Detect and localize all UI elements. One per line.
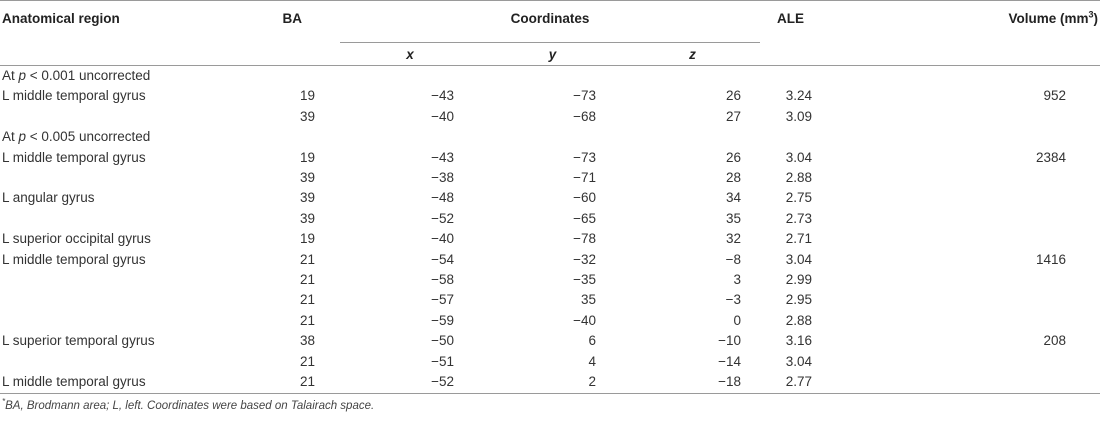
cell-ba: 21 — [299, 292, 315, 308]
cell-region — [0, 290, 260, 310]
table-body — [0, 66, 1100, 394]
cell-ba: 39 — [299, 210, 315, 226]
cell-x: −51 — [431, 353, 454, 369]
cell-y: −40 — [573, 312, 596, 328]
cell-ba: 21 — [299, 312, 315, 328]
cell-ba: 38 — [299, 333, 315, 349]
cell-z: 27 — [725, 108, 742, 124]
cell-ba: 39 — [299, 108, 315, 124]
cell-ale: 3.04 — [785, 353, 813, 369]
cell-z: −8 — [725, 251, 742, 267]
cell-x: −52 — [431, 210, 454, 226]
cell-x: −54 — [431, 251, 454, 267]
cell-region: L middle temporal gyrus — [2, 374, 146, 390]
section-label-suffix: < 0.005 uncorrected — [26, 129, 151, 145]
header-coordinates — [340, 1, 760, 44]
cell-volume: 952 — [1043, 88, 1067, 104]
cell-region: L middle temporal gyrus — [2, 88, 146, 104]
cell-y: −32 — [573, 251, 596, 267]
header-blank — [0, 43, 260, 66]
cell-z: 32 — [725, 231, 742, 247]
cell-x: −40 — [431, 231, 454, 247]
header-ba: BA — [282, 11, 302, 26]
cell-region: L middle temporal gyrus — [2, 251, 146, 267]
cell-y: −71 — [573, 170, 596, 186]
cell-y: 4 — [588, 353, 596, 369]
cell-ba: 19 — [299, 149, 315, 165]
table-row — [0, 86, 1100, 106]
table-row — [0, 107, 1100, 127]
cell-ale: 3.09 — [785, 108, 813, 124]
cell-y: 35 — [580, 292, 596, 308]
cell-x: −59 — [431, 312, 454, 328]
header-y: y — [548, 46, 557, 62]
coordinates-rule — [340, 42, 760, 43]
section-label-prefix: At — [2, 68, 19, 83]
cell-region: L superior occipital gyrus — [2, 231, 151, 247]
cell-region — [0, 270, 260, 290]
cell-x: −38 — [431, 170, 454, 186]
cell-ba: 39 — [299, 170, 315, 186]
header-blank — [260, 43, 340, 66]
header-blank — [760, 43, 915, 66]
cell-ale: 2.88 — [785, 170, 813, 186]
cell-y: −65 — [573, 210, 596, 226]
cell-x: −48 — [431, 190, 454, 206]
table-row — [0, 270, 1100, 290]
cell-ba: 19 — [299, 231, 315, 247]
cell-z: 0 — [733, 312, 742, 328]
header-z: z — [689, 46, 696, 62]
cell-x: −43 — [431, 88, 454, 104]
cell-ale: 2.75 — [785, 190, 813, 206]
cell-region — [0, 352, 260, 372]
cell-region — [0, 168, 260, 188]
cell-z: −3 — [725, 292, 742, 308]
cell-z: 34 — [725, 190, 742, 206]
cell-ba: 39 — [299, 190, 315, 206]
cell-z: 28 — [725, 170, 742, 186]
table-row — [0, 209, 1100, 229]
cell-x: −43 — [431, 149, 454, 165]
cell-ba: 21 — [299, 374, 315, 390]
cell-ale: 2.95 — [785, 292, 813, 308]
cell-z: −18 — [718, 374, 742, 390]
cell-volume: 1416 — [1035, 251, 1067, 267]
cell-ale: 3.04 — [785, 149, 813, 165]
cell-z: 3 — [733, 272, 742, 288]
table-row — [0, 188, 1100, 208]
cell-y: −68 — [573, 108, 596, 124]
cell-y: 2 — [588, 374, 596, 390]
header-volume-sup: 3 — [1088, 9, 1094, 20]
header-blank — [915, 43, 1100, 66]
cell-y: −73 — [573, 88, 596, 104]
table-row — [0, 331, 1100, 351]
cell-z: −10 — [718, 333, 742, 349]
cell-ale: 2.88 — [785, 312, 813, 328]
table-header — [0, 1, 1100, 66]
section-label-prefix: At — [2, 129, 19, 145]
cell-x: −57 — [431, 292, 454, 308]
table-row — [0, 311, 1100, 331]
cell-region: L middle temporal gyrus — [2, 149, 146, 165]
section-label-suffix: < 0.001 uncorrected — [26, 68, 151, 83]
table-footnote — [0, 396, 1100, 412]
cell-volume — [915, 168, 1100, 188]
table-row — [0, 290, 1100, 310]
cell-y: −60 — [573, 190, 596, 206]
header-region: Anatomical region — [2, 11, 120, 26]
cell-x: −52 — [431, 374, 454, 390]
cell-volume — [915, 372, 1100, 393]
cell-volume: 2384 — [1035, 149, 1067, 165]
cell-ale: 2.99 — [785, 272, 813, 288]
cell-volume — [915, 209, 1100, 229]
section-row — [0, 66, 1100, 87]
header-coordinates-label: Coordinates — [510, 11, 590, 26]
footnote-text: BA, Brodmann area; L, left. Coordinates were based on Talairach space. — [5, 399, 375, 412]
cell-region — [0, 107, 260, 127]
table-row — [0, 250, 1100, 270]
header-volume-end: ) — [1093, 11, 1099, 26]
cell-x: −58 — [431, 272, 454, 288]
table-row — [0, 372, 1100, 393]
cell-volume: 208 — [1043, 333, 1067, 349]
cell-ale: 3.16 — [785, 333, 813, 349]
footnote-marker: * — [2, 396, 6, 406]
cell-ba: 21 — [299, 353, 315, 369]
cell-ale: 3.04 — [785, 251, 813, 267]
header-volume — [915, 1, 1100, 44]
table-row — [0, 229, 1100, 249]
cell-ba: 19 — [299, 88, 315, 104]
cell-volume — [915, 107, 1100, 127]
cell-volume — [915, 229, 1100, 249]
cell-y: 6 — [588, 333, 596, 349]
cell-y: −35 — [573, 272, 596, 288]
table-row — [0, 168, 1100, 188]
cell-z: 26 — [725, 88, 742, 104]
cell-region — [0, 311, 260, 331]
cell-y: −73 — [573, 149, 596, 165]
header-x: x — [406, 46, 414, 62]
section-label-p: p — [18, 68, 27, 83]
cell-x: −50 — [431, 333, 454, 349]
cell-volume — [915, 290, 1100, 310]
cell-ale: 2.77 — [785, 374, 813, 390]
cell-x: −40 — [431, 108, 454, 124]
header-ale: ALE — [777, 11, 805, 26]
cell-volume — [915, 270, 1100, 290]
cell-ale: 2.73 — [785, 210, 813, 226]
section-label — [0, 127, 1100, 147]
cell-region: L superior temporal gyrus — [2, 333, 155, 349]
section-label-p: p — [18, 129, 27, 145]
cell-volume — [915, 352, 1100, 372]
cell-ba: 21 — [299, 251, 315, 267]
table-row — [0, 148, 1100, 168]
cell-region: L angular gyrus — [2, 190, 95, 206]
cell-region — [0, 209, 260, 229]
cell-ale: 3.24 — [785, 88, 813, 104]
cell-z: 35 — [725, 210, 742, 226]
cell-z: 26 — [725, 149, 742, 165]
header-volume-label: Volume (mm — [1008, 11, 1089, 26]
cell-ba: 21 — [299, 272, 315, 288]
cell-volume — [915, 311, 1100, 331]
cell-z: −14 — [718, 353, 742, 369]
section-row — [0, 127, 1100, 147]
cell-ale: 2.71 — [785, 231, 813, 247]
table-row — [0, 352, 1100, 372]
cell-y: −78 — [573, 231, 596, 247]
section-label — [0, 66, 1100, 87]
cell-volume — [915, 188, 1100, 208]
